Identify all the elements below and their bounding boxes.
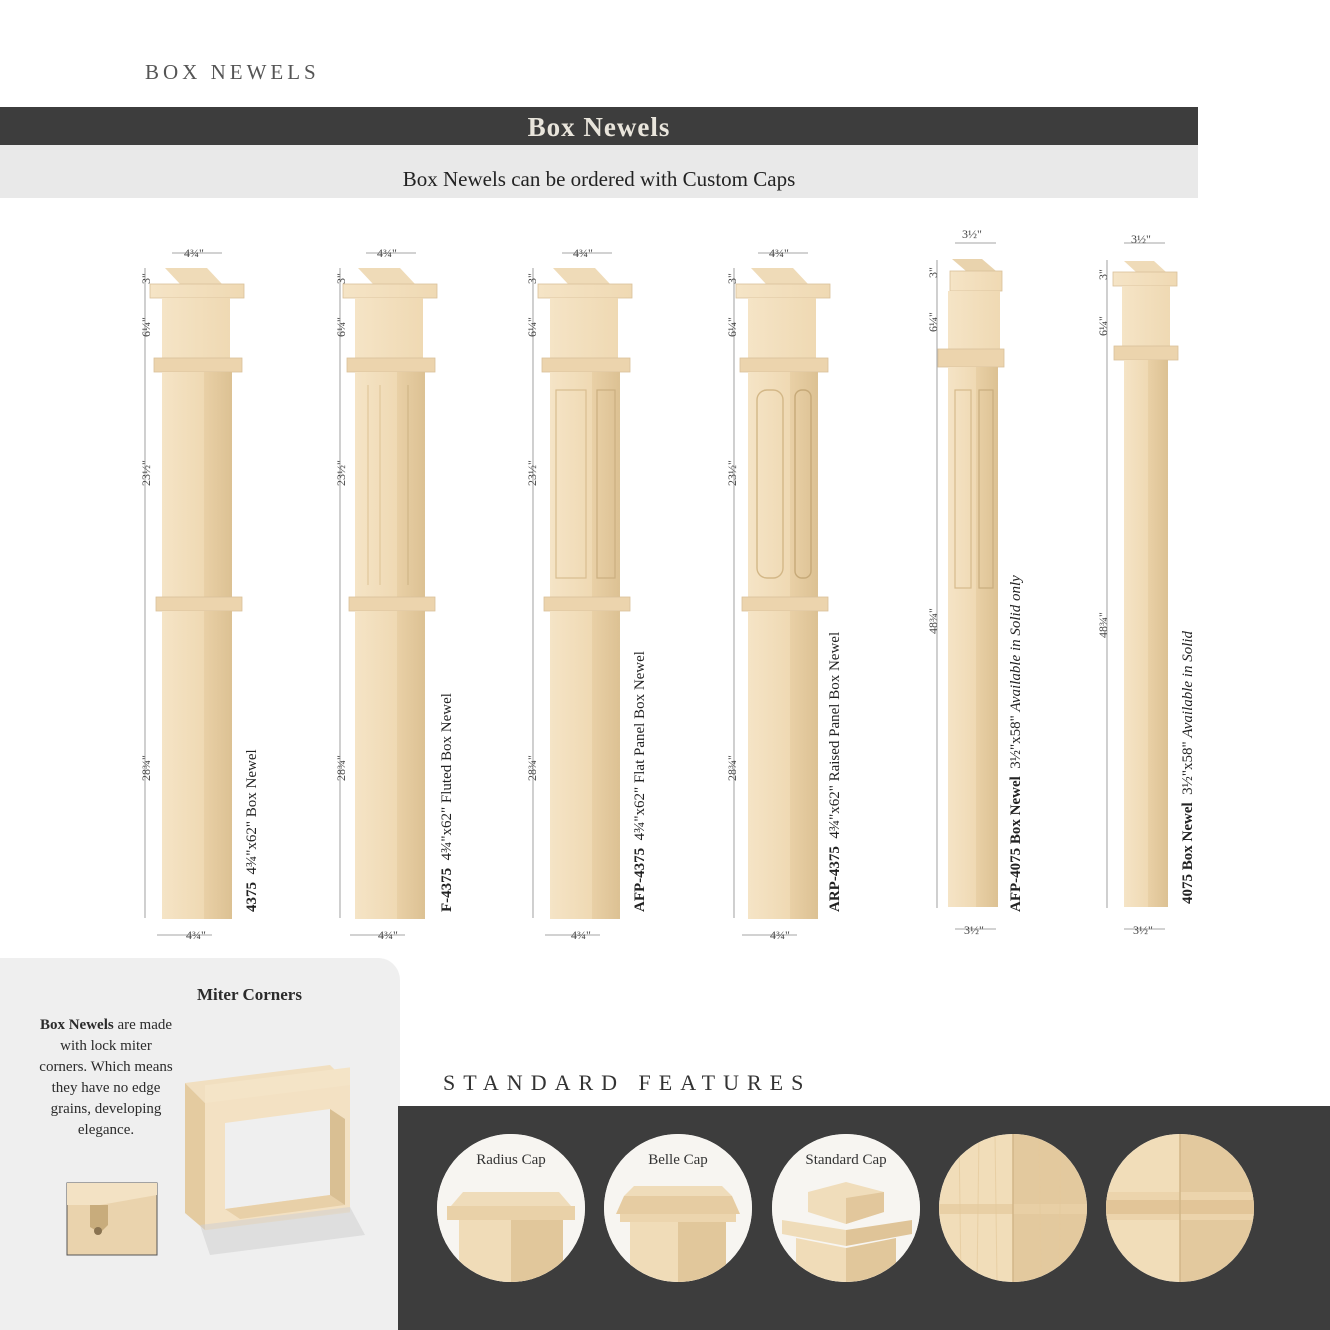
newel-5-dim-upper: 6¼" [926,312,940,332]
newel-1-dim-cap: 3" [139,273,153,284]
collar-feature [1106,1134,1254,1282]
newel-6-label [1180,631,1197,904]
standard-cap-feature [772,1134,920,1282]
newel-3-code: AFP-4375 [632,847,648,912]
miter-corner-feature [939,1134,1087,1282]
newel-2-dim-middle: 23½" [334,460,348,486]
standard-cap-label: Standard Cap [805,1152,887,1168]
newel-4-dim-cap: 3" [725,273,739,284]
newel-5-dim-cap: 3" [926,267,940,278]
newel-2-top-width: 4¾" [377,246,397,260]
newel-4-dim-middle: 23½" [725,460,739,486]
newel-3-description: 4¾"x62" Flat Panel Box Newel [632,651,648,841]
newel-4-code: ARP-4375 [827,846,843,912]
newel-6-description: 3½"x58" [1180,741,1196,795]
newel-6-dim-cap: 3" [1096,269,1110,280]
belle-cap-feature [604,1134,752,1282]
newel-f-4375 [343,268,437,919]
miter-corners-lead: Box Newels [39,1017,114,1033]
newel-5-bottom-width: 3½" [964,923,984,937]
newel-5-code: AFP-4075 Box Newel [1008,776,1024,912]
newel-3-label [632,651,649,912]
newel-2-dim-upper: 6¼" [334,317,348,337]
newel-1-dim-upper: 6¼" [139,317,153,337]
newel-1-code: 4375 [244,882,260,912]
newel-4-label [827,632,844,912]
standard-features-heading: STANDARD FEATURES [443,1070,812,1095]
banner-title: Box Newels [0,107,1198,145]
newel-6-bottom-width: 3½" [1133,923,1153,937]
newel-4-description: 4¾"x62" Raised Panel Box Newel [827,631,843,839]
newel-3-bottom-width: 4¾" [571,928,591,942]
newel-4375 [150,268,244,919]
radius-cap-feature [437,1134,585,1282]
miter-box-illustration [60,1055,380,1265]
newel-6-top-width: 3½" [1131,232,1151,246]
newel-3-top-width: 4¾" [573,246,593,260]
newel-4-dim-lower: 28¾" [725,755,739,781]
newel-1-top-width: 4¾" [184,246,204,260]
newel-6-code: 4075 Box Newel [1180,802,1196,904]
miter-corners-body: are made with lock miter corners. Which means they have no edge grains, developing elegance. [39,1017,173,1138]
newel-2-dim-cap: 3" [334,273,348,284]
miter-corners-title: Miter Corners [197,985,302,1004]
newel-1-dim-middle: 23½" [139,460,153,486]
radius-cap-label: Radius Cap [476,1152,546,1168]
newel-arp-4375 [736,268,830,919]
newel-2-label [439,693,456,912]
newel-2-dim-lower: 28¾" [334,755,348,781]
newel-afp-4075 [938,259,1004,907]
banner-subtitle: Box Newels can be ordered with Custom Caps [0,145,1198,198]
newel-1-dim-lower: 28¾" [139,755,153,781]
newel-6-note: Available in Solid [1180,630,1196,738]
newel-5-dim-shaft: 48¾" [926,608,940,634]
newel-6-dim-upper: 6¼" [1096,316,1110,336]
newel-afp-4375 [538,268,632,919]
section-label: BOX NEWELS [145,60,320,84]
newel-4-dim-upper: 6¼" [725,317,739,337]
newel-3-dim-upper: 6¼" [525,317,539,337]
newel-4-bottom-width: 4¾" [770,928,790,942]
newel-3-dim-cap: 3" [525,273,539,284]
belle-cap-label: Belle Cap [648,1152,708,1168]
newel-3-dim-lower: 28¾" [525,755,539,781]
miter-corner-closeup-icon [939,1134,1087,1282]
collar-closeup-icon [1106,1134,1254,1282]
newel-2-code: F-4375 [439,867,455,912]
newel-5-label [1008,575,1025,912]
newel-1-label [244,749,261,912]
newel-2-description: 4¾"x62" Fluted Box Newel [439,693,455,861]
newel-6-dim-shaft: 48¾" [1096,612,1110,638]
newel-5-top-width: 3½" [962,227,982,241]
newel-4-top-width: 4¾" [769,246,789,260]
newel-5-description: 3½"x58" [1008,715,1024,769]
newel-3-dim-middle: 23½" [525,460,539,486]
newel-1-bottom-width: 4¾" [186,928,206,942]
newel-5-note: Available in Solid only [1008,575,1024,712]
newel-1-description: 4¾"x62" Box Newel [244,749,260,875]
newel-2-bottom-width: 4¾" [378,928,398,942]
newel-4075 [1113,261,1178,907]
newel-drawings [0,200,1330,960]
